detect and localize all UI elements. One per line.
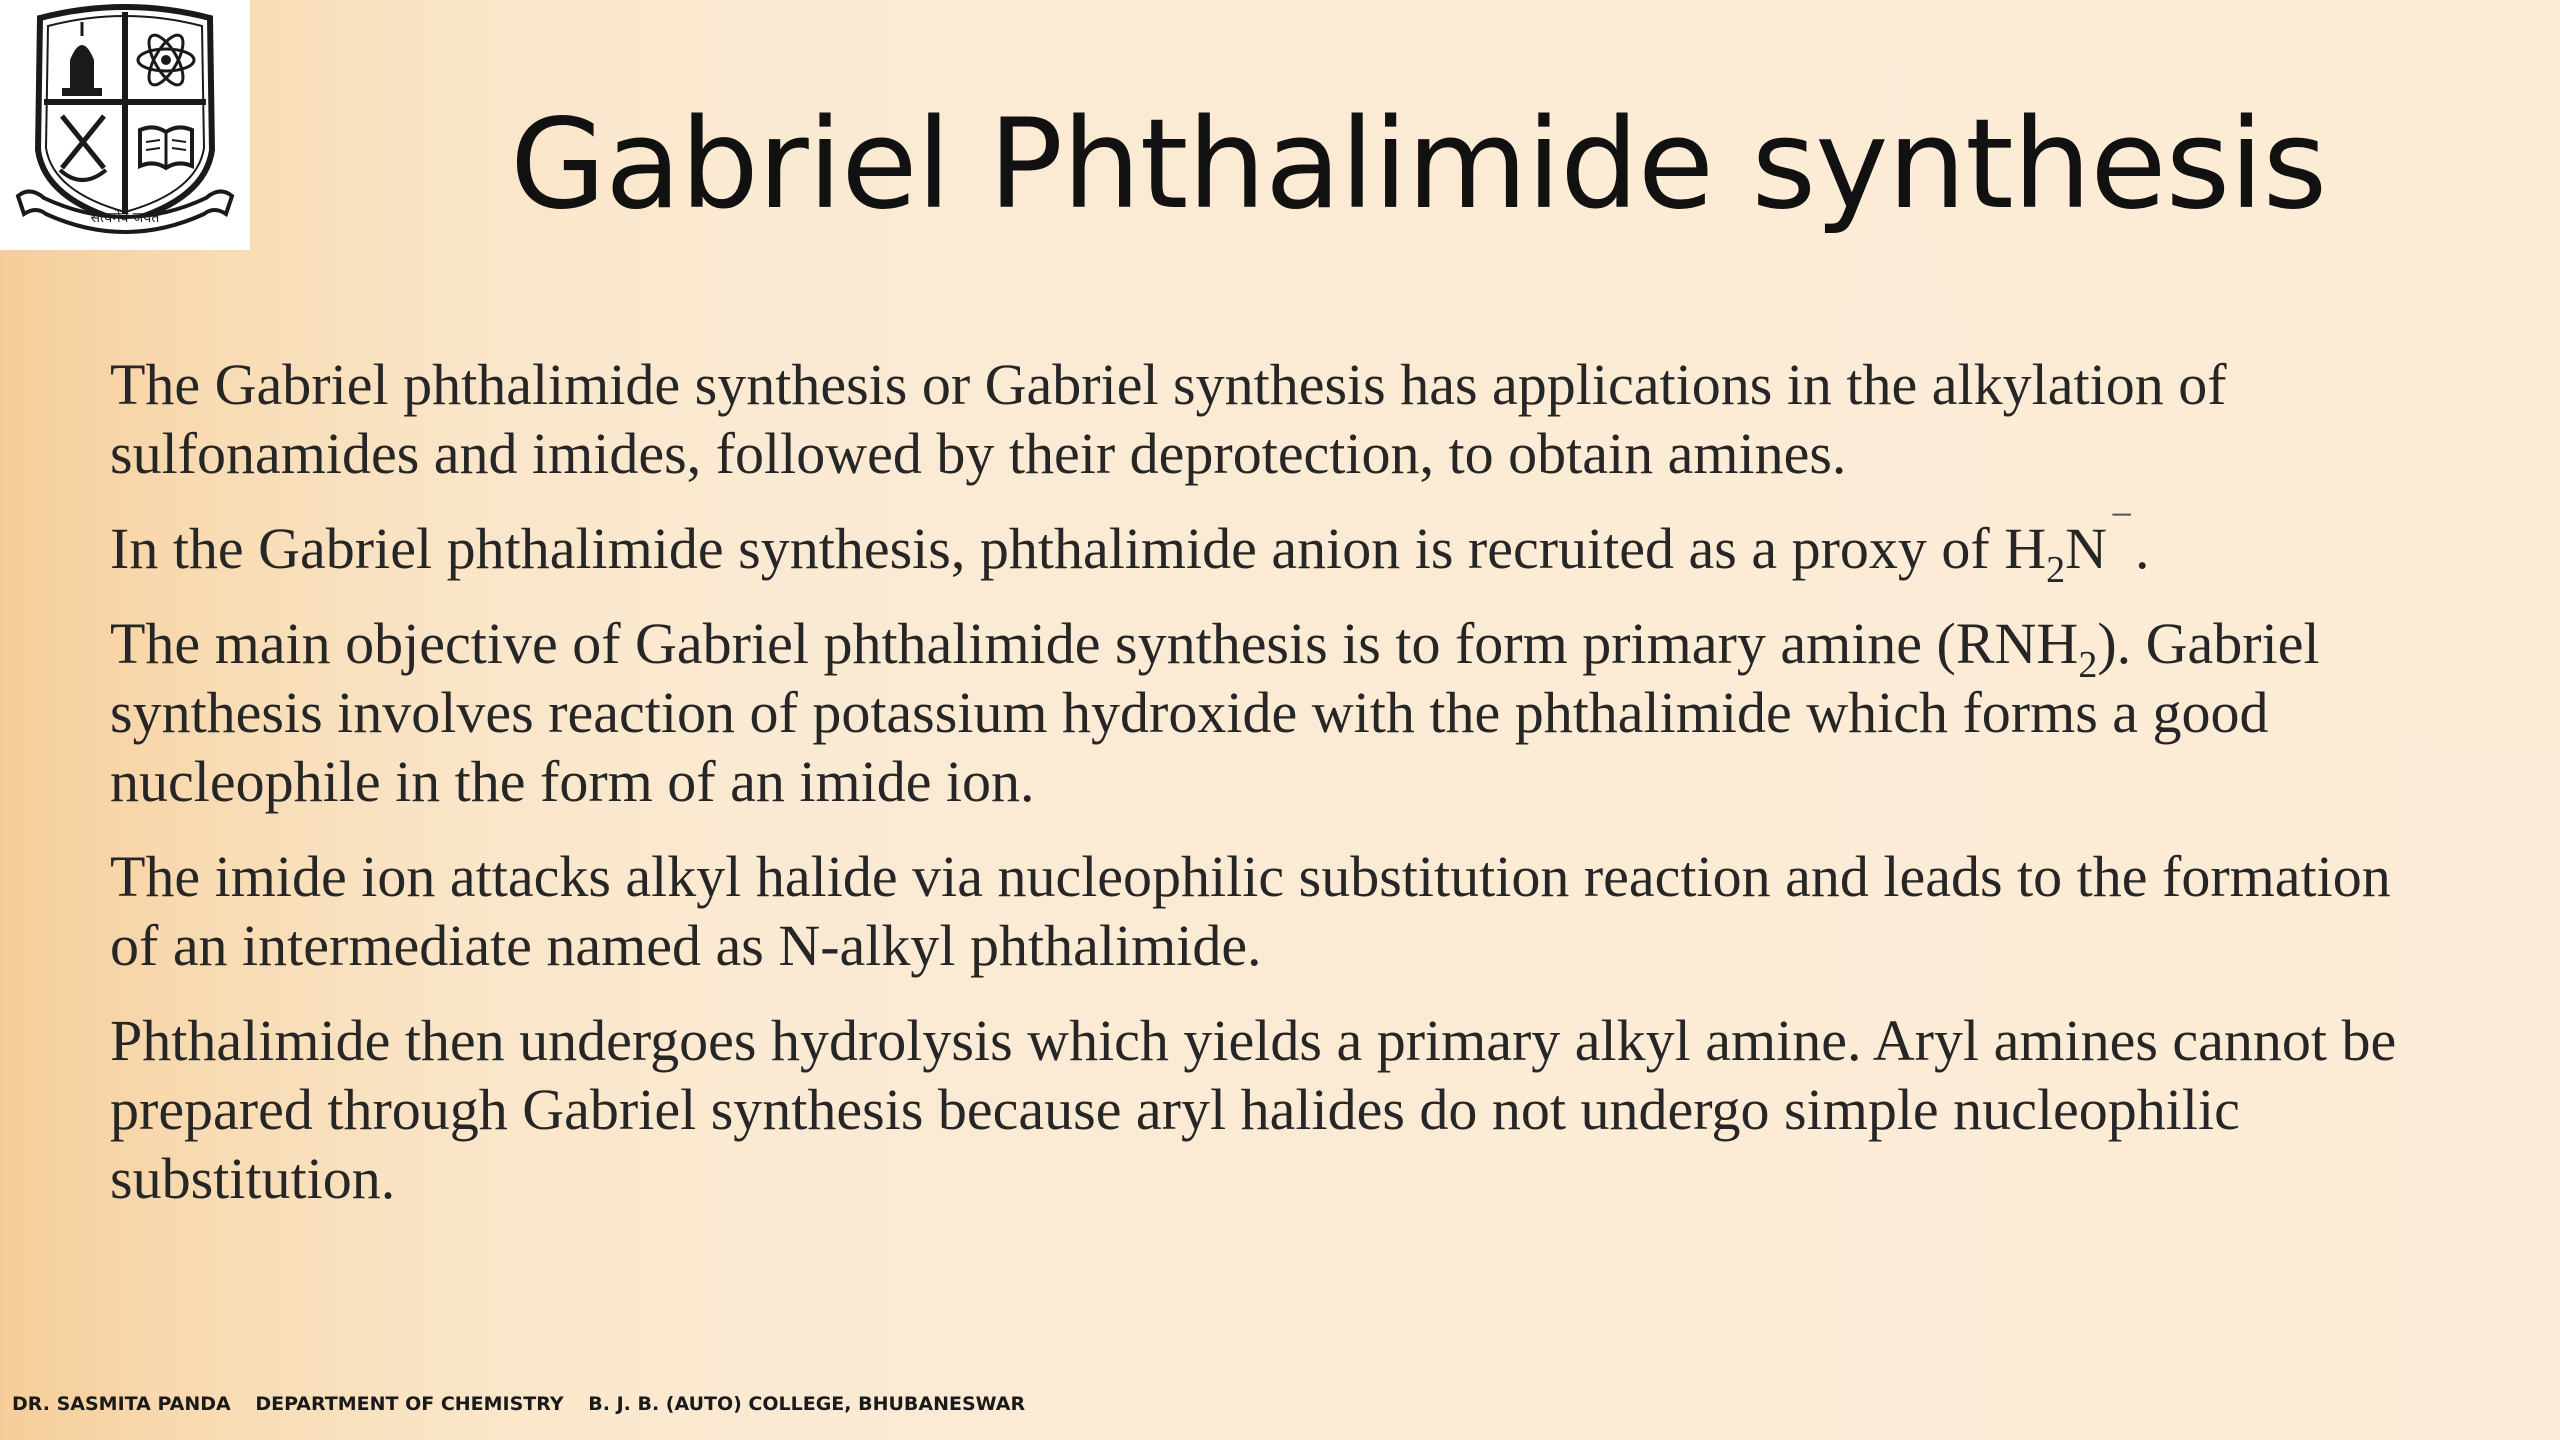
anion-symbol <box>2065 492 2133 583</box>
paragraph-3-text: The main objective of Gabriel phthalimide synthesis is to form primary amine (RNH <box>110 611 2079 676</box>
paragraph-3-subscript: 2 <box>2078 644 2098 686</box>
paragraph-2 <box>110 492 2450 591</box>
paragraph-3 <box>110 609 2450 816</box>
paragraph-5: Phthalimide then undergoes hydrolysis which yields a primary alkyl amine. Aryl amines cannot be prepared through Gabriel synthesis because aryl halides do not undergo simple nucleophilic substitution. <box>110 1008 2397 1211</box>
paragraph-2-text: In the Gabriel phthalimide synthesis, phthalimide anion is recruited as a proxy of H <box>110 516 2047 581</box>
anion-charge: − <box>2110 492 2133 537</box>
college-logo <box>0 0 250 250</box>
anion-n: N <box>2065 516 2107 581</box>
footer-author: DR. SASMITA PANDA <box>12 1393 231 1415</box>
college-crest-icon <box>0 0 250 250</box>
paragraph-2-subscript: 2 <box>2046 549 2066 591</box>
slide-footer <box>12 1393 1043 1415</box>
paragraph-4: The imide ion attacks alkyl halide via nucleophilic substitution reaction and leads to the formation of an intermediate named as N-alkyl phthalimide. <box>110 844 2391 978</box>
footer-college: B. J. B. (AUTO) COLLEGE, BHUBANESWAR <box>588 1393 1026 1415</box>
paragraph-3-after: ). Gabriel synthesis involves reaction of potassium hydroxide with the phthalimide which forms a good nucleophile in the form of an imide ion. <box>110 611 2320 814</box>
slide-title: Gabriel Phthalimide synthesis <box>510 93 2327 237</box>
paragraph-2-end: . <box>2134 516 2150 581</box>
logo-motto: सत्यमेव जयते <box>90 210 160 226</box>
slide-body <box>110 350 2450 1239</box>
footer-department: DEPARTMENT OF CHEMISTRY <box>255 1393 564 1415</box>
paragraph-1: The Gabriel phthalimide synthesis or Gabriel synthesis has applications in the alkylation of sulfonamides and imides, followed by their deprotection, to obtain amines. <box>110 352 2227 486</box>
